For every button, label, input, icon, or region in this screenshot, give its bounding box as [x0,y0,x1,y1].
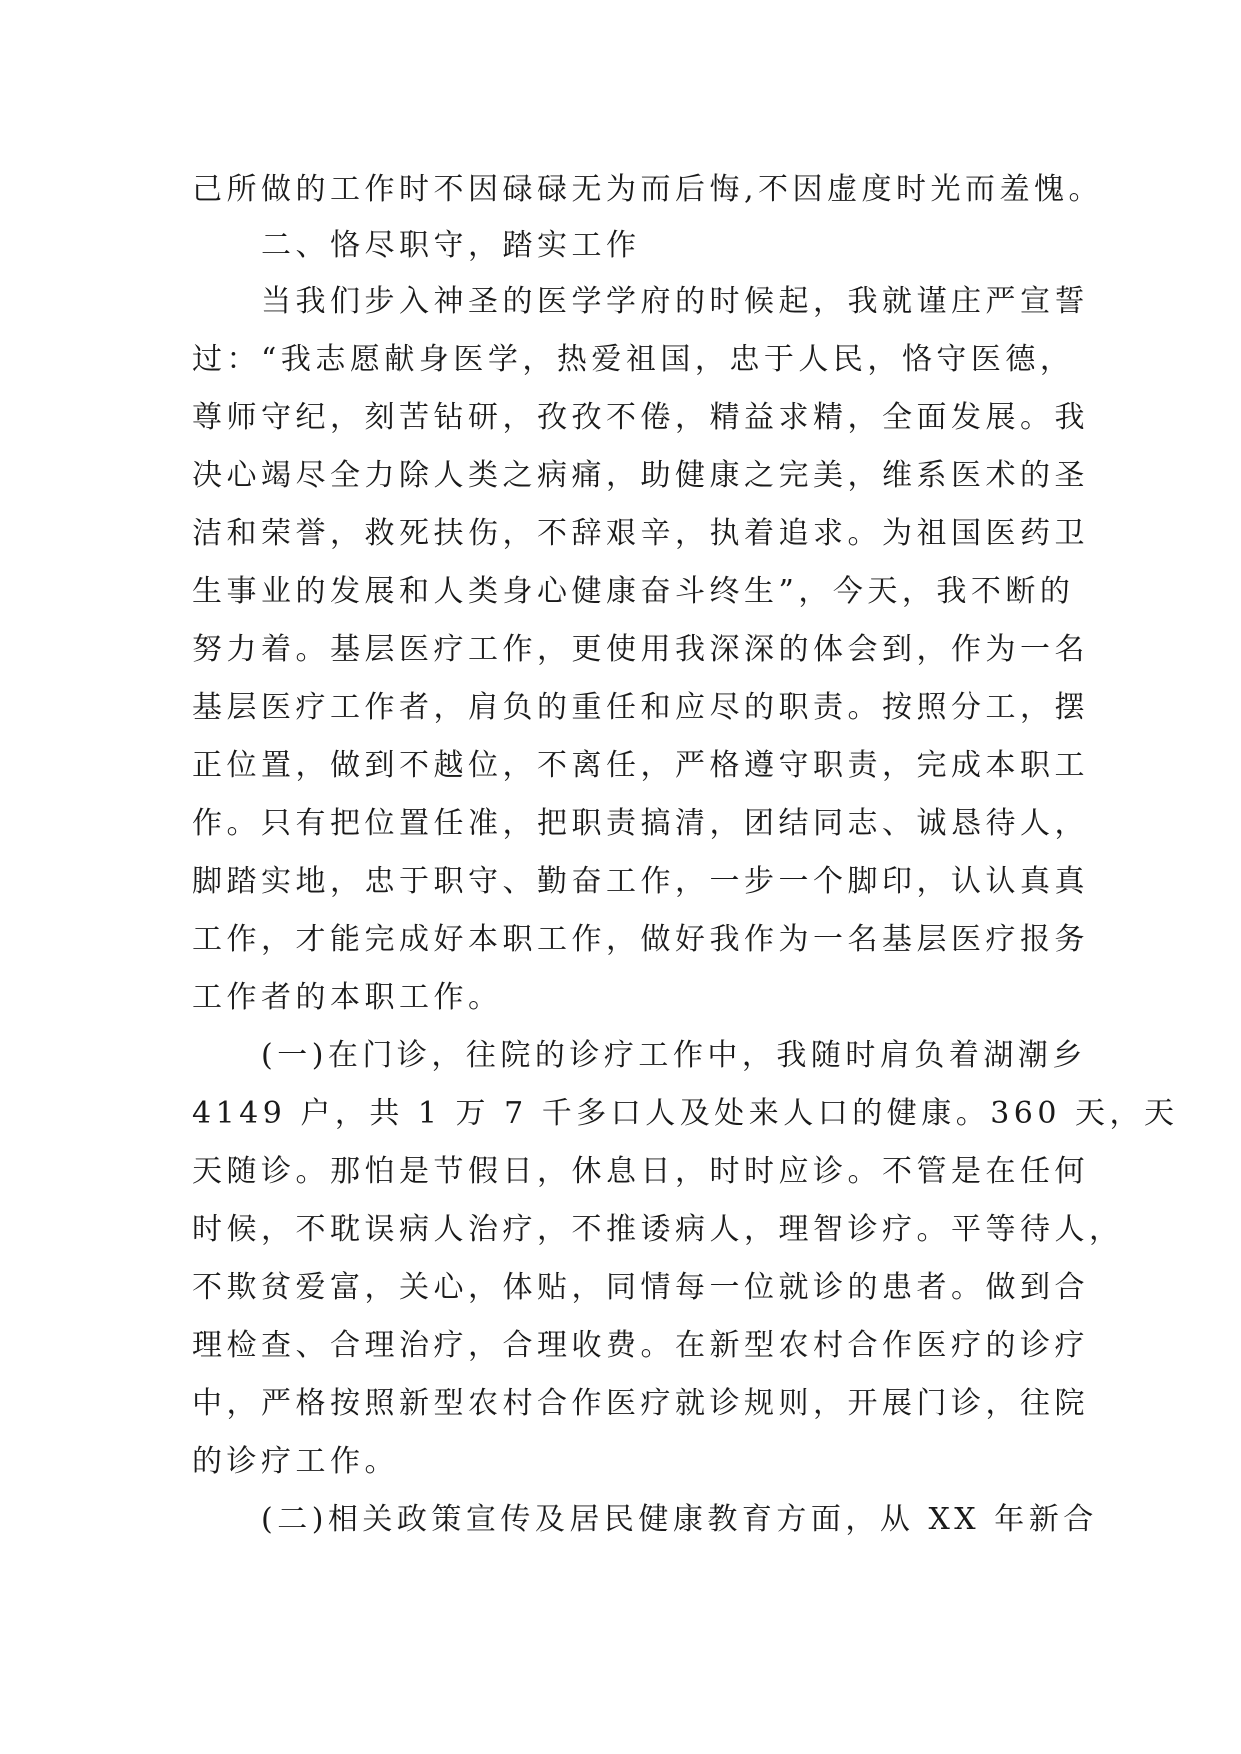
text-line: 中，严格按照新型农村合作医疗就诊规则，开展门诊，往院 [192,1386,1089,1421]
text-line: 时候，不耽误病人治疗，不推诿病人，理智诊疗。平等待人， [192,1212,1124,1247]
text-line: 的诊疗工作。 [192,1444,399,1479]
text-line: 4149 户，共 1 万 7 千多口人及处来人口的健康。360 天，天 [192,1096,1179,1131]
text-line: 尊师守纪，刻苦钻研，孜孜不倦，精益求精，全面发展。我 [192,400,1089,435]
text-line: 己所做的工作时不因碌碌无为而后悔,不因虚度时光而羞愧。 [192,172,1104,207]
text-line: 基层医疗工作者，肩负的重任和应尽的职责。按照分工，摆 [192,690,1089,725]
text-line: 不欺贫爱富，关心，体贴，同情每一位就诊的患者。做到合 [192,1270,1089,1305]
text-line: (一)在门诊，往院的诊疗工作中，我随时肩负着湖潮乡 [192,1038,1087,1073]
text-line: 天随诊。那怕是节假日，休息日，时时应诊。不管是在任何 [192,1154,1089,1189]
text-line: 工作者的本职工作。 [192,980,503,1015]
document-body [192,161,1179,1549]
text-line: 工作，才能完成好本职工作，做好我作为一名基层医疗报务 [192,922,1089,957]
text-line: 作。只有把位置任准，把职责搞清，团结同志、诚恳待人， [192,806,1089,841]
text-line: 当我们步入神圣的医学学府的时候起，我就谨庄严宣誓 [192,284,1089,319]
text-line: 正位置，做到不越位，不离任，严格遵守职责，完成本职工 [192,748,1089,783]
text-line: 决心竭尽全力除人类之病痛，助健康之完美，维系医术的圣 [192,458,1089,493]
text-line: 脚踏实地，忠于职守、勤奋工作，一步一个脚印，认认真真 [192,864,1089,899]
text-line: 努力着。基层医疗工作，更使用我深深的体会到，作为一名 [192,632,1089,667]
text-line: 生事业的发展和人类身心健康奋斗终生”，今天，我不断的 [192,574,1075,609]
section-heading: 二、恪尽职守，踏实工作 [192,228,641,263]
text-line: 洁和荣誉，救死扶伤，不辞艰辛，执着追求。为祖国医药卫 [192,516,1089,551]
text-line: 过：“我志愿献身医学，热爱祖国，忠于人民，恪守医德， [192,342,1075,377]
text-line: 理检查、合理治疗，合理收费。在新型农村合作医疗的诊疗 [192,1328,1089,1363]
text-line: (二)相关政策宣传及居民健康教育方面，从 XX 年新合 [192,1502,1098,1537]
